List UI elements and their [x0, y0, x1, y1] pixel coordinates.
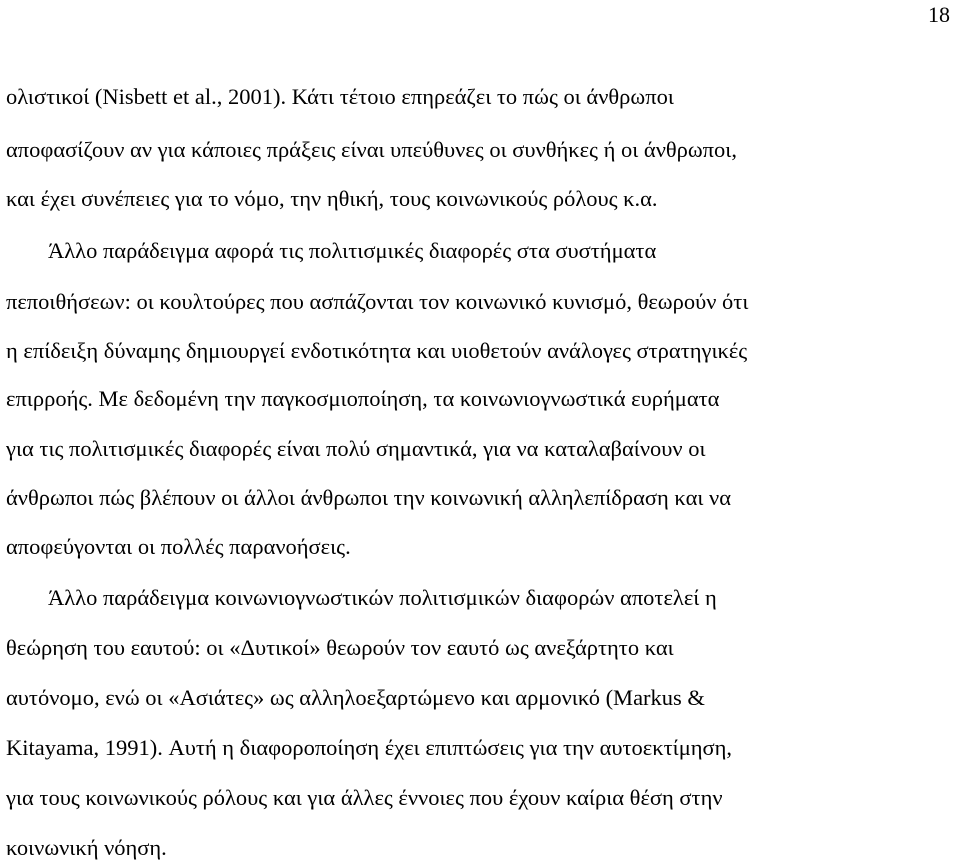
text-line: ολιστικοί (Nisbett et al., 2001). Κάτι τέτοιο επηρεάζει το πώς οι άνθρωποι: [6, 84, 674, 109]
text-line: για τους κοινωνικούς ρόλους και για άλλες έννοιες που έχουν καίρια θέση στην: [6, 785, 723, 810]
text-line: Άλλο παράδειγμα κοινωνιογνωστικών πολιτισμικών διαφορών αποτελεί η: [48, 585, 717, 610]
text-line: επιρροής. Με δεδομένη την παγκοσμιοποίηση, τα κοινωνιογνωστικά ευρήματα: [6, 386, 720, 411]
text-line: Kitayama, 1991). Αυτή η διαφοροποίηση έχει επιπτώσεις για την αυτοεκτίμηση,: [6, 735, 733, 760]
text-line: άνθρωποι πώς βλέπουν οι άλλοι άνθρωποι την κοινωνική αλληλεπίδραση και να: [6, 485, 731, 510]
text-line: αυτόνομο, ενώ οι «Ασιάτες» ως αλληλοεξαρτώμενο και αρμονικό (Markus &: [6, 685, 705, 710]
text-line: για τις πολιτισμικές διαφορές είναι πολύ σημαντικά, για να καταλαβαίνουν οι: [6, 436, 706, 461]
text-line: η επίδειξη δύναμης δημιουργεί ενδοτικότητα και υιοθετούν ανάλογες στρατηγικές: [6, 338, 748, 363]
page-number: 18: [928, 2, 950, 27]
text-line: κοινωνική νόηση.: [6, 835, 167, 860]
text-line: αποφασίζουν αν για κάποιες πράξεις είναι υπεύθυνες οι συνθήκες ή οι άνθρωποι,: [6, 137, 737, 162]
text-line: και έχει συνέπειες για το νόμο, την ηθική, τους κοινωνικούς ρόλους κ.α.: [6, 186, 658, 211]
text-line: αποφεύγονται οι πολλές παρανοήσεις.: [6, 534, 351, 559]
text-line: πεποιθήσεων: οι κουλτούρες που ασπάζονται τον κοινωνικό κυνισμό, θεωρούν ότι: [6, 289, 749, 314]
text-line: Άλλο παράδειγμα αφορά τις πολιτισμικές διαφορές στα συστήματα: [48, 238, 657, 263]
text-line: θεώρηση του εαυτού: οι «Δυτικοί» θεωρούν τον εαυτό ως ανεξάρτητο και: [6, 635, 674, 660]
